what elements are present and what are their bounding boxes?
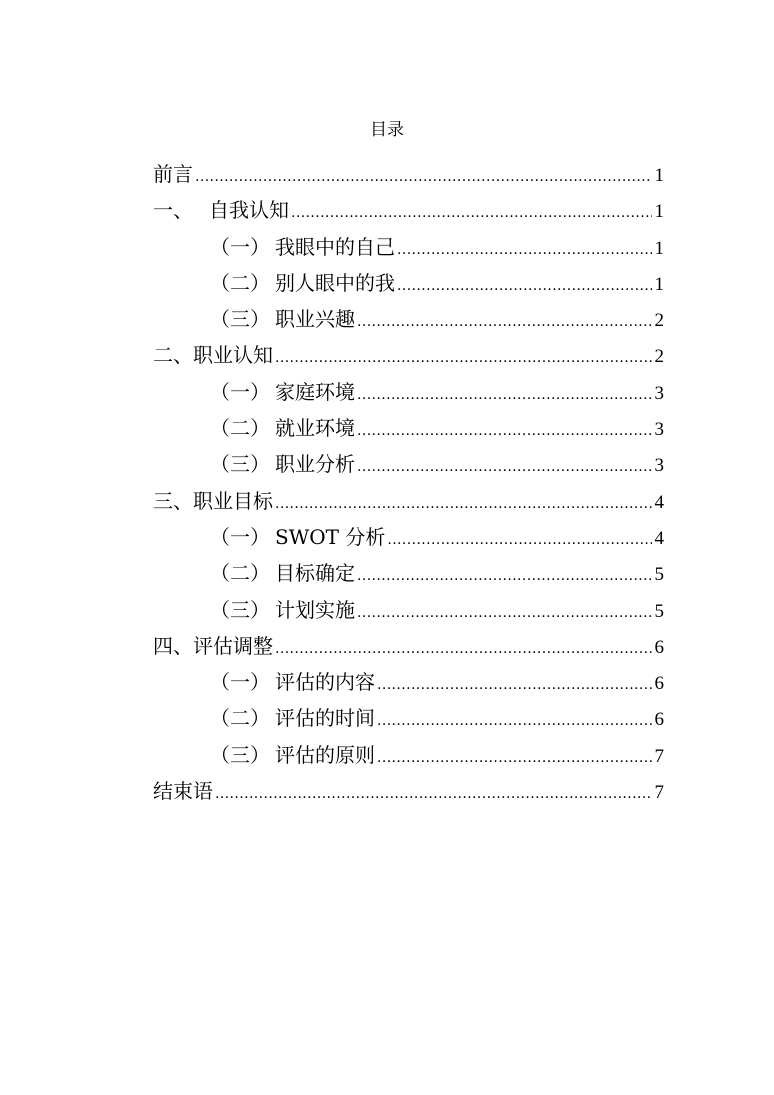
toc-entry-number: 三、: [153, 488, 193, 513]
toc-entry-page: 7: [654, 782, 664, 804]
toc-subentry[interactable]: [153, 592, 664, 628]
toc-entry-number: （一）: [210, 524, 270, 549]
toc-entry-number: 一、: [153, 198, 193, 223]
toc-entry-label: 自我认知: [209, 198, 289, 223]
toc-entry[interactable]: [153, 192, 664, 228]
toc-entry-page: 1: [654, 165, 664, 186]
dot-leader: [377, 703, 652, 736]
toc-subentry[interactable]: [153, 229, 664, 265]
dot-leader: [357, 377, 652, 410]
dot-leader: [357, 595, 652, 628]
dot-leader: [357, 558, 652, 591]
toc-entry[interactable]: [153, 156, 664, 192]
dot-leader: [275, 631, 652, 664]
toc-entry-page: 5: [654, 600, 664, 622]
toc-entry-label: 职业认知: [193, 343, 273, 368]
toc-entry-page: 3: [654, 455, 664, 477]
dot-leader: [397, 232, 652, 265]
dot-leader: [377, 740, 652, 773]
toc-entry-label: 结束语: [153, 779, 213, 804]
toc-subentry[interactable]: [153, 410, 664, 446]
toc-subentry[interactable]: [153, 374, 664, 410]
toc-entry[interactable]: [153, 337, 664, 373]
toc-subentry[interactable]: [153, 737, 664, 773]
toc-entry-label: SWOT 分析: [275, 524, 386, 549]
toc-entry-number: （二）: [210, 416, 270, 441]
toc-entry-label: 评估的原则: [275, 742, 375, 767]
toc-subentry[interactable]: [153, 519, 664, 555]
toc-subentry[interactable]: [153, 301, 664, 337]
toc-entry-page: 6: [654, 636, 664, 658]
toc-entry-page: 3: [654, 382, 664, 404]
toc-entry-label: 评估的时间: [275, 706, 375, 731]
toc-entry-page: 7: [654, 745, 664, 767]
toc-entry-page: 6: [654, 709, 664, 731]
toc-entry-page: 5: [654, 564, 664, 586]
toc-entry[interactable]: [153, 483, 664, 519]
toc-entry[interactable]: [153, 628, 664, 664]
toc-entry-page: 1: [654, 201, 664, 223]
toc-entry-number: （三）: [210, 307, 270, 332]
toc-entry-number: （二）: [210, 270, 270, 295]
toc-entry-number: 二、: [153, 343, 193, 368]
toc-entry-page: 2: [654, 310, 664, 332]
toc-entry-page: 4: [654, 491, 664, 513]
toc-entry-number: （三）: [210, 452, 270, 477]
toc-entry-label: 职业目标: [193, 488, 273, 513]
toc-entry-label: 目标确定: [275, 561, 355, 586]
dot-leader: [215, 776, 652, 809]
toc-entry-page: 2: [654, 346, 664, 368]
toc-entry-number: （二）: [210, 706, 270, 731]
toc-entry-label: 就业环境: [275, 416, 355, 441]
dot-leader: [275, 340, 652, 373]
toc-subentry[interactable]: [153, 700, 664, 736]
dot-leader: [377, 667, 652, 700]
table-of-contents: [153, 156, 664, 809]
dot-leader: [357, 449, 652, 482]
toc-entry[interactable]: [153, 773, 664, 809]
toc-entry-label: 评估调整: [193, 633, 273, 658]
toc-entry-label: 职业兴趣: [275, 307, 355, 332]
toc-entry-page: 4: [654, 527, 664, 549]
toc-subentry[interactable]: [153, 265, 664, 301]
toc-entry-label: 职业分析: [275, 452, 355, 477]
toc-entry-number: （一）: [210, 234, 270, 259]
toc-entry-number: （一）: [210, 670, 270, 695]
toc-subentry[interactable]: [153, 664, 664, 700]
dot-leader: [357, 304, 652, 337]
toc-entry-label: 计划实施: [275, 597, 355, 622]
toc-entry-label: 别人眼中的我: [275, 270, 395, 295]
toc-entry-label: 评估的内容: [275, 670, 375, 695]
toc-entry-label: 我眼中的自己: [275, 234, 395, 259]
toc-entry-page: 1: [654, 273, 664, 295]
toc-entry-number: （三）: [210, 597, 270, 622]
toc-entry-number: （二）: [210, 561, 270, 586]
dot-leader: [397, 268, 652, 301]
toc-title: 目录: [370, 120, 404, 140]
toc-entry-page: 1: [654, 237, 664, 259]
toc-entry-number: （一）: [210, 379, 270, 404]
toc-entry-page: 3: [654, 419, 664, 441]
toc-entry-label: 前言: [153, 162, 193, 186]
toc-entry-number: 四、: [153, 633, 193, 658]
dot-leader: [195, 159, 652, 192]
dot-leader: [357, 413, 652, 446]
dot-leader: [387, 522, 652, 555]
toc-entry-number: （三）: [210, 742, 270, 767]
toc-subentry[interactable]: [153, 555, 664, 591]
toc-entry-label: 家庭环境: [275, 379, 355, 404]
toc-entry-page: 6: [654, 673, 664, 695]
toc-subentry[interactable]: [153, 446, 664, 482]
dot-leader: [275, 486, 652, 519]
dot-leader: [291, 195, 652, 228]
